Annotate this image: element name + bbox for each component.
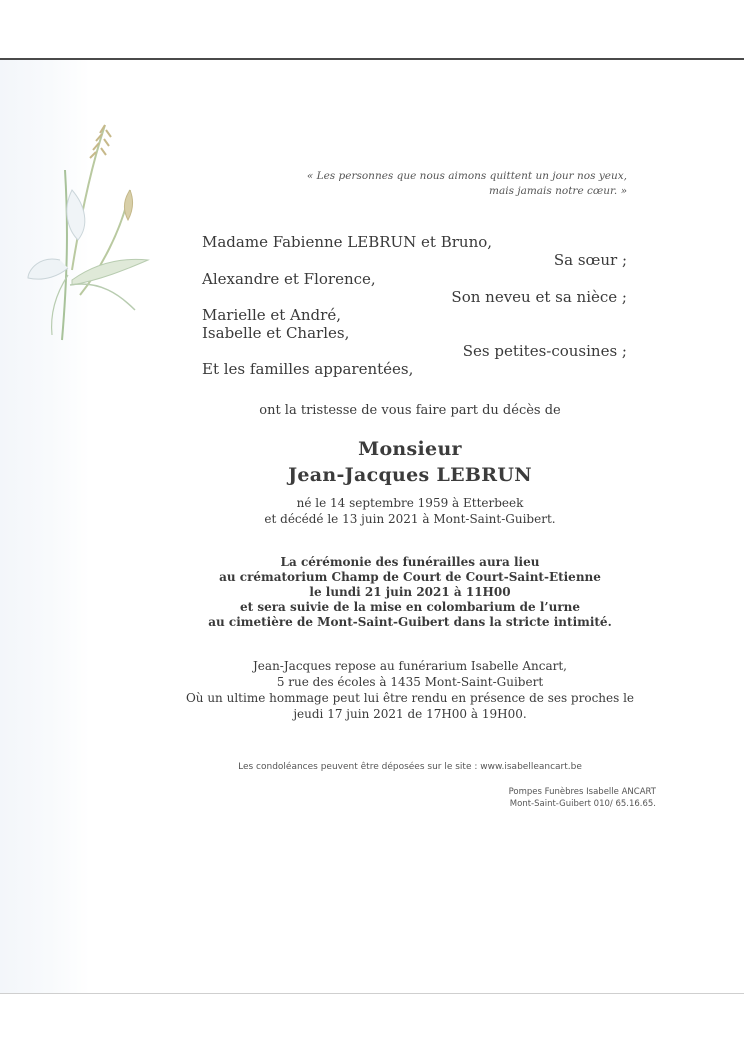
- condolences-note: Les condoléances peuvent être déposées sur le site : www.isabelleancart.be: [238, 762, 582, 772]
- family-cousins-relation: Ses petites-cousines ;: [462, 342, 627, 360]
- family-fabienne-relation: Sa sœur ;: [553, 251, 627, 269]
- repose-line-1: Jean-Jacques repose au funérarium Isabelle Ancart,: [253, 659, 567, 673]
- family-apparentees: Et les familles apparentées,: [202, 360, 414, 378]
- family-marielle: Marielle et André,: [202, 306, 341, 324]
- deceased-name: Jean-Jacques LEBRUN: [288, 464, 532, 486]
- calla-lily-wheat-icon: [10, 110, 160, 350]
- quote-line-1: « Les personnes que nous aimons quittent un jour nos yeux,: [306, 170, 627, 182]
- top-rule: [0, 58, 744, 60]
- family-alexandre: Alexandre et Florence,: [202, 270, 376, 288]
- deceased-title: Monsieur: [358, 438, 462, 460]
- life-dates: [200, 495, 620, 527]
- repose-line-3: Où un ultime hommage peut lui être rendu en présence de ses proches le: [185, 691, 635, 705]
- repose-block: [170, 658, 650, 722]
- family-alexandre-relation: Son neveu et sa nièce ;: [451, 288, 627, 306]
- family-isabelle: Isabelle et Charles,: [202, 324, 350, 342]
- epigraph-quote: [300, 169, 627, 199]
- ceremony-line-1: La cérémonie des funérailles aura lieu: [280, 555, 540, 569]
- funeral-home-phone: Mont-Saint-Guibert 010/ 65.16.65.: [509, 799, 656, 809]
- ceremony-block: [180, 555, 640, 630]
- ceremony-line-2: au crématorium Champ de Court de Court-Saint-Etienne: [219, 570, 601, 584]
- birth-line: né le 14 septembre 1959 à Etterbeek: [296, 496, 524, 510]
- repose-line-4: jeudi 17 juin 2021 de 17H00 à 19H00.: [293, 707, 527, 721]
- ceremony-line-5: au cimetière de Mont-Saint-Guibert dans la stricte intimité.: [208, 615, 612, 629]
- repose-line-2: 5 rue des écoles à 1435 Mont-Saint-Guibert: [276, 675, 544, 689]
- quote-line-2: mais jamais notre cœur. »: [489, 185, 627, 197]
- funeral-home-info: [420, 786, 656, 810]
- announcement-intro: ont la tristesse de vous faire part du décès de: [259, 403, 561, 418]
- bottom-rule: [0, 993, 744, 994]
- death-line: et décédé le 13 juin 2021 à Mont-Saint-Guibert.: [264, 512, 556, 526]
- family-fabienne: Madame Fabienne LEBRUN et Bruno,: [202, 233, 493, 251]
- ceremony-line-4: et sera suivie de la mise en colombarium de l’urne: [239, 600, 581, 614]
- funeral-home-name: Pompes Funèbres Isabelle ANCART: [508, 787, 656, 797]
- ceremony-line-3: le lundi 21 juin 2021 à 11H00: [309, 585, 511, 599]
